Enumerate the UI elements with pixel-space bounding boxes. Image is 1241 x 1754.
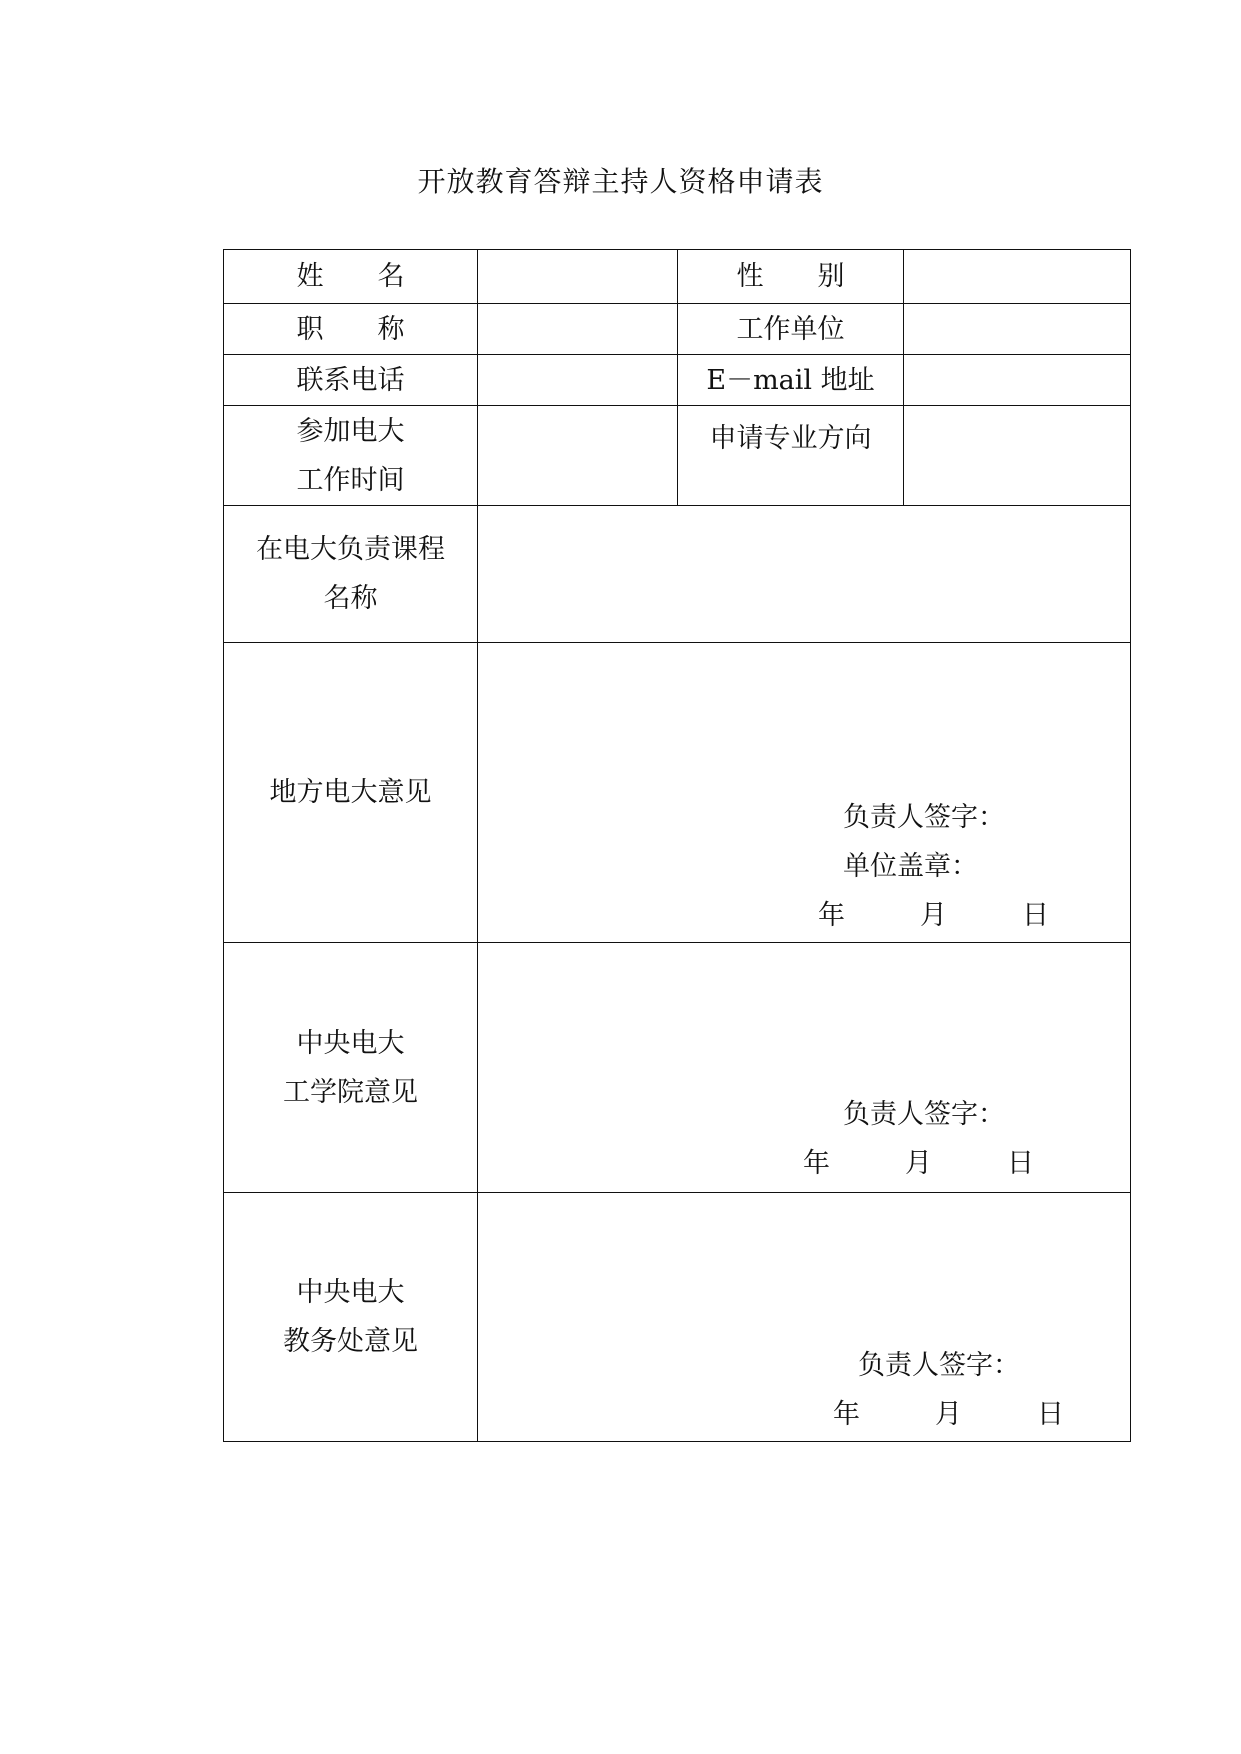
gender-label: 性 别 — [678, 250, 904, 304]
gender-field[interactable] — [904, 250, 1131, 304]
row-eng-opinion — [224, 943, 1131, 1193]
eng-opinion-label-line1: 中央电大 — [296, 1027, 405, 1059]
local-day-label: 日 — [1022, 900, 1049, 931]
phone-label: 联系电话 — [224, 355, 478, 406]
row-edu-opinion — [224, 1193, 1131, 1442]
row-name — [224, 250, 1131, 304]
row-join — [224, 406, 1131, 506]
workplace-label: 工作单位 — [678, 304, 904, 355]
workplace-field[interactable] — [904, 304, 1131, 355]
join-time-label-line1: 参加电大 — [296, 415, 405, 447]
eng-day-label: 日 — [1007, 1148, 1034, 1179]
name-field[interactable] — [478, 250, 678, 304]
eng-opinion-field[interactable] — [478, 943, 1131, 1193]
eng-year-label: 年 — [803, 1148, 830, 1179]
course-label-line1: 在电大负责课程 — [256, 534, 445, 565]
local-signature-block — [843, 793, 1005, 891]
local-signer-label: 负责人签字： — [843, 802, 1005, 833]
row-contact — [224, 355, 1131, 406]
major-label: 申请专业方向 — [678, 406, 904, 506]
edu-day-label: 日 — [1037, 1399, 1064, 1430]
local-date-line — [818, 891, 1049, 940]
row-local-opinion — [224, 643, 1131, 943]
join-time-label — [224, 406, 478, 506]
course-field[interactable] — [478, 506, 1131, 643]
course-label — [224, 506, 478, 643]
local-stamp-label: 单位盖章： — [843, 851, 978, 882]
eng-opinion-label-line2: 工学院意见 — [283, 1076, 418, 1108]
join-time-field[interactable] — [478, 406, 678, 506]
job-title-label: 职 称 — [224, 304, 478, 355]
local-year-label: 年 — [818, 900, 845, 931]
row-course — [224, 506, 1131, 643]
edu-date-line — [833, 1390, 1064, 1439]
edu-opinion-field[interactable] — [478, 1193, 1131, 1442]
edu-signer-label: 负责人签字： — [858, 1350, 1020, 1381]
job-title-field[interactable] — [478, 304, 678, 355]
email-field[interactable] — [904, 355, 1131, 406]
phone-field[interactable] — [478, 355, 678, 406]
major-field[interactable] — [904, 406, 1131, 506]
edu-opinion-label-line1: 中央电大 — [296, 1277, 405, 1308]
edu-opinion-label-line2: 教务处意见 — [283, 1326, 418, 1357]
join-time-label-line2: 工作时间 — [296, 464, 405, 496]
edu-year-label: 年 — [833, 1399, 860, 1430]
eng-signer-label: 负责人签字： — [843, 1099, 1005, 1130]
application-table — [223, 249, 1131, 1442]
eng-month-label: 月 — [905, 1148, 932, 1179]
course-label-line2: 名称 — [323, 583, 378, 614]
page-title: 开放教育答辩主持人资格申请表 — [417, 165, 824, 198]
edu-opinion-label — [224, 1193, 478, 1442]
eng-opinion-label — [224, 943, 478, 1193]
row-title — [224, 304, 1131, 355]
local-opinion-label: 地方电大意见 — [224, 643, 478, 943]
edu-month-label: 月 — [935, 1399, 962, 1430]
email-label: E－mail 地址 — [678, 355, 904, 406]
eng-date-line — [803, 1139, 1034, 1188]
local-opinion-field[interactable] — [478, 643, 1131, 943]
local-month-label: 月 — [920, 900, 947, 931]
name-label: 姓 名 — [224, 250, 478, 304]
